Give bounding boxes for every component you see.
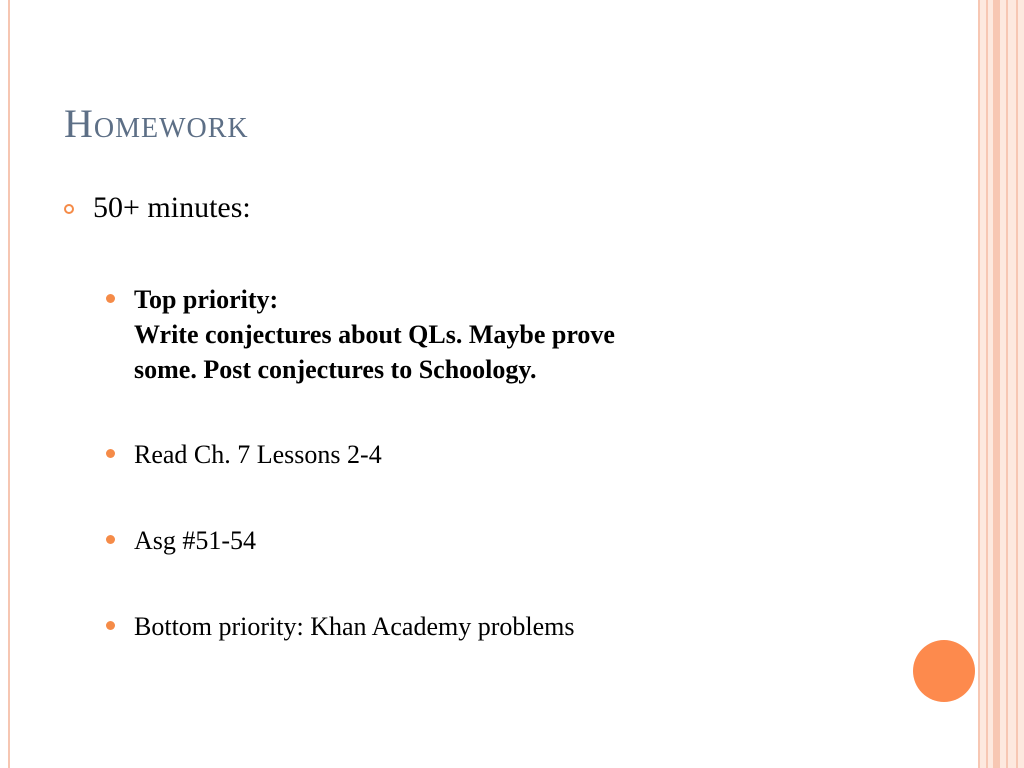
decorative-stripe (1008, 0, 1016, 768)
accent-circle (913, 640, 975, 702)
filled-circle-bullet-icon (106, 535, 115, 544)
hollow-circle-bullet-icon (64, 204, 74, 214)
main-bullet-text: 50+ minutes: (93, 191, 251, 224)
sub-bullet-text (134, 282, 615, 387)
slide-title: Homework (64, 101, 249, 146)
filled-circle-bullet-icon (106, 449, 115, 458)
sub-bullet-line: some. Post conjectures to Schoology. (134, 355, 537, 384)
filled-circle-bullet-icon (106, 294, 115, 303)
filled-circle-bullet-icon (106, 621, 115, 630)
sub-bullet-text: Read Ch. 7 Lessons 2-4 (134, 440, 382, 469)
sub-bullet-line: Top priority: (134, 285, 279, 314)
sub-bullet-line: Write conjectures about QLs. Maybe prove (134, 320, 615, 349)
decorative-stripe (1018, 0, 1024, 768)
left-border-line (8, 0, 10, 768)
decorative-stripe (993, 0, 1000, 768)
sub-bullet-text: Asg #51-54 (134, 526, 257, 555)
sub-bullet-text: Bottom priority: Khan Academy problems (134, 612, 575, 641)
